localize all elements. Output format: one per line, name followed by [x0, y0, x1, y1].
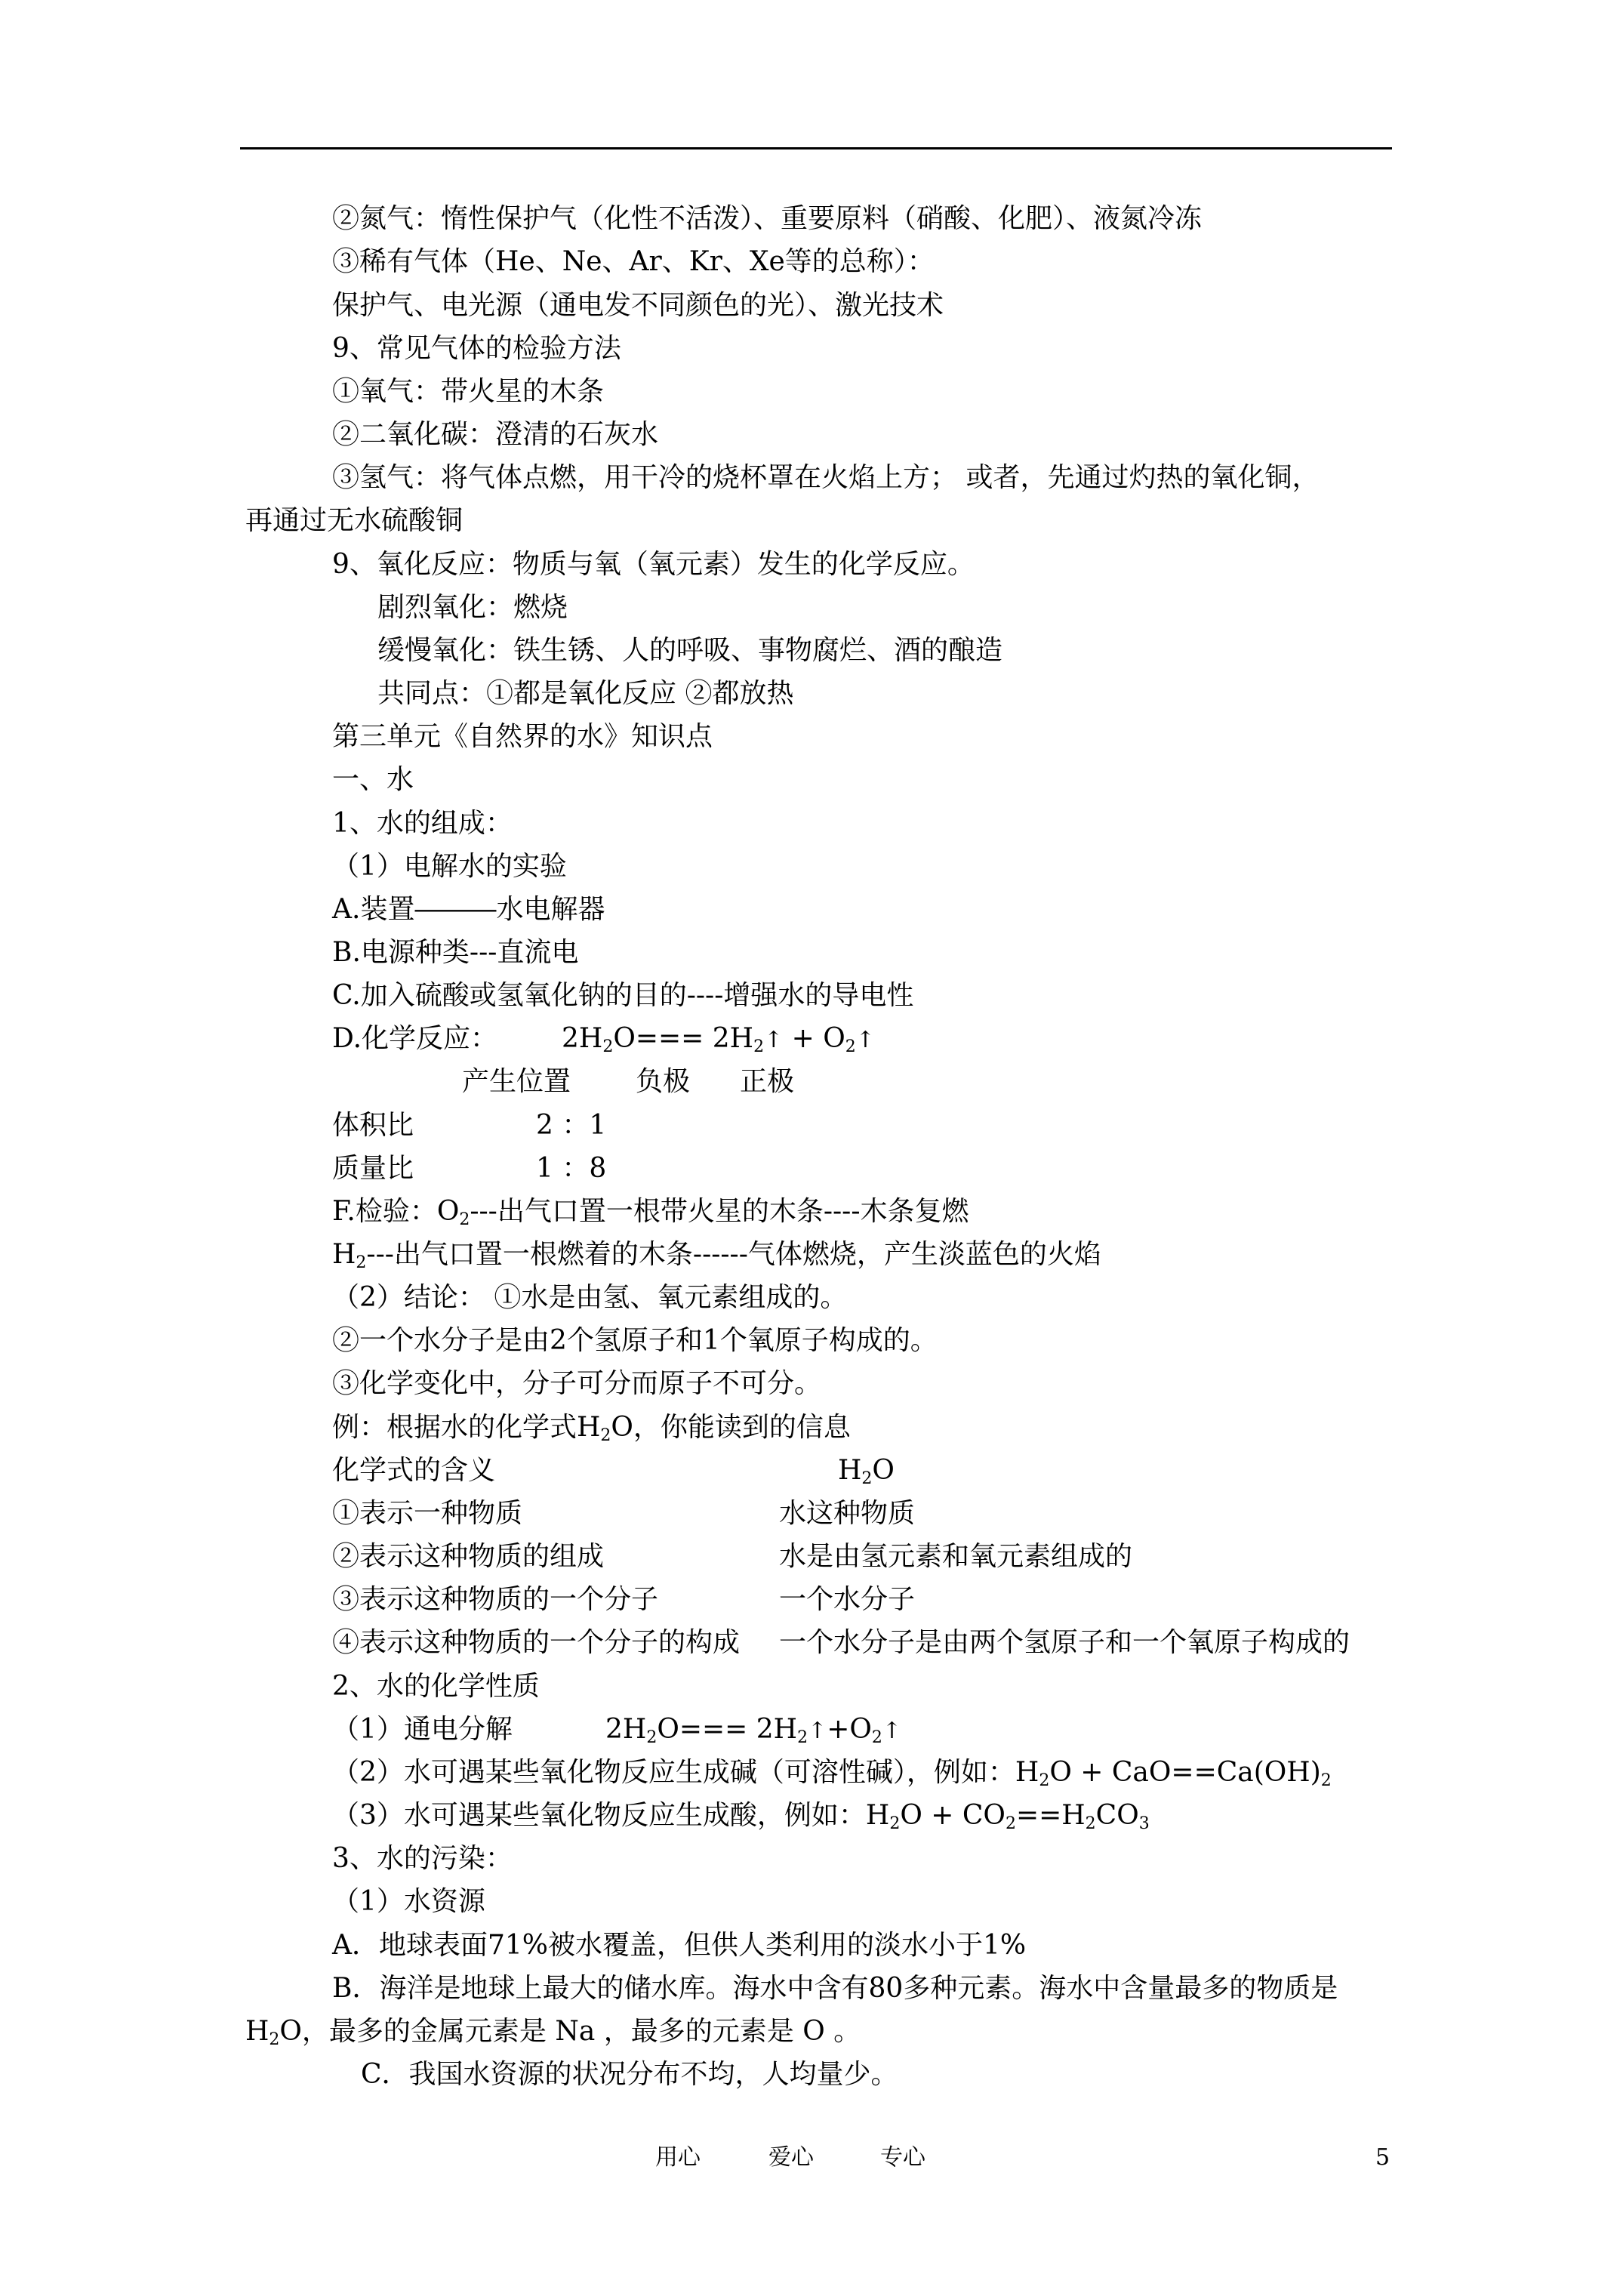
- text-line: ④表示这种物质的一个分子的构成: [332, 1627, 741, 1658]
- text-line: C.加入硫酸或氢氧化钠的目的----增强水的导电性: [332, 980, 914, 1011]
- text-line: 保护气、电光源（通电发不同颜色的光）、激光技术: [332, 290, 944, 321]
- text-line: D.化学反应：: [332, 1023, 498, 1054]
- text-line: ①氧气：带火星的木条: [332, 376, 605, 407]
- text-line: 再通过无水硫酸铜: [245, 505, 463, 536]
- text-line: 质量比: [332, 1153, 414, 1184]
- text-line: （1）电解水的实验: [332, 851, 567, 882]
- text-line: ③化学变化中，分子可分而原子不可分。: [332, 1368, 822, 1399]
- text-line: 正极: [740, 1066, 795, 1097]
- text-line: ②一个水分子是由2个氢原子和1个氧原子构成的。: [332, 1325, 938, 1356]
- text-line: 2 ：1: [536, 1110, 607, 1141]
- text-line: ③表示这种物质的一个分子: [332, 1584, 659, 1615]
- text-line: A.装置―――水电解器: [332, 894, 605, 925]
- text-line: ②氮气：惰性保护气（化性不活泼）、重要原料（硝酸、化肥）、液氮冷冻: [332, 203, 1203, 234]
- footer-text: 专心: [880, 2144, 925, 2171]
- text-line: B．海洋是地球上最大的储水库。海水中含有80多种元素。海水中含量最多的物质是: [332, 1973, 1338, 2004]
- text-line: 一、水: [332, 764, 414, 795]
- text-line: $H_2O$: [838, 1455, 895, 1488]
- text-line: 缓慢氧化：铁生锈、人的呼吸、事物腐烂、酒的酿造: [377, 635, 1003, 666]
- text-line: 共同点：①都是氧化反应 ②都放热: [377, 678, 794, 709]
- text-line: 一个水分子: [779, 1584, 916, 1615]
- equation-electrolysis: $2H_2O===$ $2H_2↑$ + $O_2↑$: [562, 1023, 875, 1056]
- footer-text: 用心: [655, 2144, 701, 2171]
- text-line: ②二氧化碳：澄清的石灰水: [332, 419, 659, 450]
- text-line: 产生位置: [462, 1066, 571, 1097]
- text-line: 化学式的含义: [332, 1455, 496, 1486]
- text-line: F.检验：$O_2---$出气口置一根带火星的木条----木条复燃: [332, 1196, 969, 1229]
- equation-electrolysis: $2H_2O===$ $2H_2↑+O_2↑$: [605, 1714, 902, 1747]
- text-line: 2、水的化学性质: [332, 1671, 540, 1702]
- text-line: 第三单元《自然界的水》知识点: [332, 721, 713, 752]
- text-line: 负极: [636, 1066, 691, 1097]
- text-line: 1、水的组成：: [332, 808, 513, 839]
- footer-text: 爱心: [768, 2144, 814, 2171]
- text-line: （1）水资源: [332, 1886, 485, 1917]
- text-line: 水这种物质: [779, 1498, 916, 1529]
- text-line: ②表示这种物质的组成: [332, 1541, 605, 1572]
- header-rule: [240, 147, 1392, 149]
- text-line: A．地球表面71%被水覆盖，但供人类利用的淡水小于1%: [332, 1930, 1027, 1961]
- text-line: （2）水可遇某些氧化物反应生成碱（可溶性碱），例如：$H_2O + CaO==Ca(OH)_2$: [332, 1757, 1332, 1790]
- text-line: ③稀有气体（He、Ne、Ar、Kr、Xe等的总称）：: [332, 246, 935, 277]
- text-line: ③氢气：将气体点燃，用干冷的烧杯罩在火焰上方； 或者，先通过灼热的氧化铜，: [332, 462, 1320, 493]
- text-line: 水是由氢元素和氧元素组成的: [779, 1541, 1133, 1572]
- text-line: 一个水分子是由两个氢原子和一个氧原子构成的: [779, 1627, 1350, 1658]
- text-line: 体积比: [332, 1110, 414, 1141]
- text-line: $H_2O$，最多的金属元素是 Na ，最多的元素是 O 。: [245, 2016, 861, 2049]
- text-line: （2）结论： ①水是由氢、氧元素组成的。: [332, 1282, 848, 1313]
- text-line: B.电源种类---直流电: [332, 937, 579, 968]
- page-number: 5: [1375, 2144, 1390, 2171]
- text-line: 3、水的污染：: [332, 1843, 513, 1874]
- text-line: $H_2---$出气口置一根燃着的木条------气体燃烧，产生淡蓝色的火焰: [332, 1239, 1101, 1272]
- text-line: ①表示一种物质: [332, 1498, 523, 1529]
- text-line: 例：根据水的化学式$H_2O$，你能读到的信息: [332, 1412, 851, 1445]
- text-line: C．我国水资源的状况分布不均，人均量少。: [361, 2059, 898, 2090]
- text-line: 9、氧化反应：物质与氧（氧元素）发生的化学反应。: [332, 549, 975, 580]
- text-line: 剧烈氧化：燃烧: [377, 592, 568, 623]
- text-line: 1 ：8: [536, 1153, 607, 1184]
- text-line: 9、常见气体的检验方法: [332, 333, 621, 364]
- text-line: （3）水可遇某些氧化物反应生成酸，例如：$H_2O + CO_2==H_2CO_3$: [332, 1800, 1150, 1833]
- text-line: （1）通电分解: [332, 1714, 513, 1745]
